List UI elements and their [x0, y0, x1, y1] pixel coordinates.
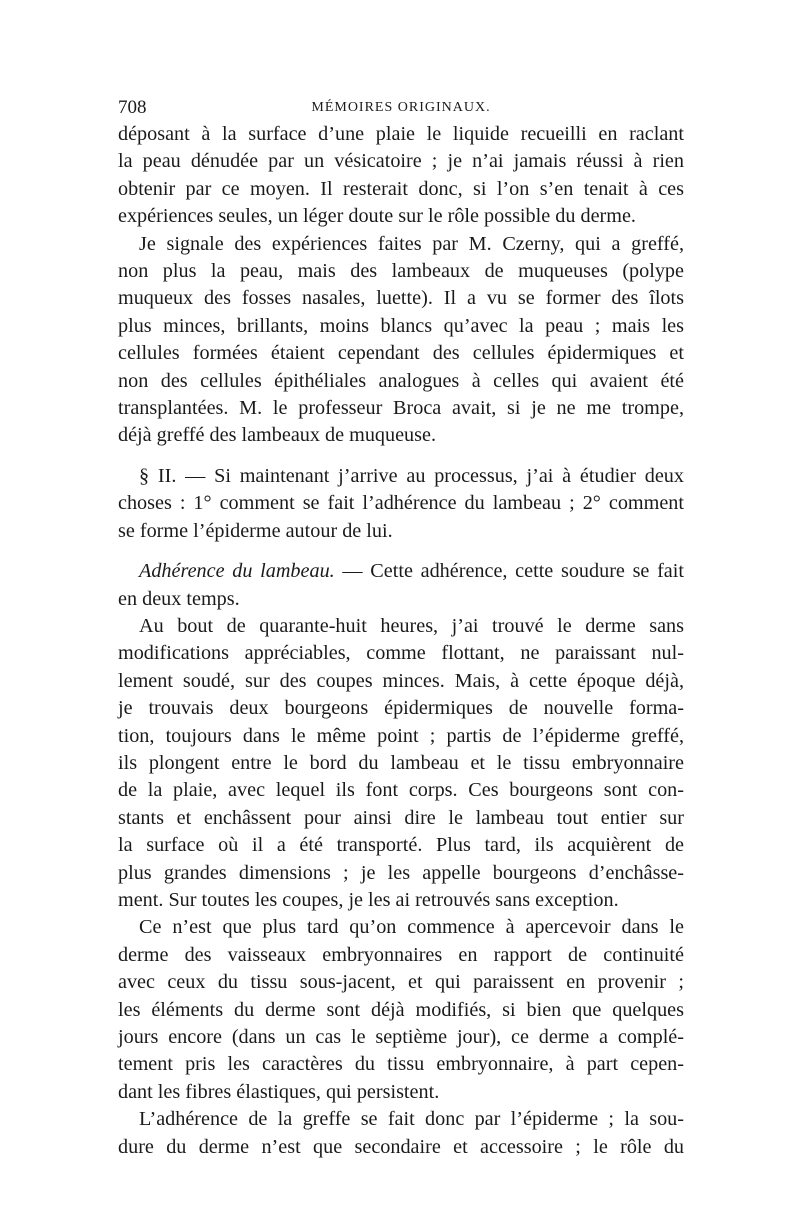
- subsection-text: — Cette adhérence, cette soudure se fait: [334, 560, 684, 583]
- text-line: dant les fibres élastiques, qui persistent.: [118, 1080, 440, 1103]
- text-line: lement soudé, sur des coupes minces. Mais, à cette époque déjà,: [118, 669, 684, 692]
- text-line: en deux temps.: [118, 587, 240, 610]
- text-line: jours encore (dans un cas le septième jour), ce derme a complé-: [118, 1026, 684, 1048]
- text-line: de la plaie, avec lequel ils font corps. Ces bourgeons sont con-: [118, 779, 684, 802]
- text-line: plus minces, brillants, moins blancs qu’avec la peau ; mais les: [118, 314, 684, 337]
- text-line: non plus la peau, mais des lambeaux de muqueuses (polype: [118, 260, 684, 283]
- text-line: plus grandes dimensions ; je les appelle bourgeons d’enchâsse-: [118, 861, 684, 884]
- text-line: je trouvais deux bourgeons épidermiques de nouvelle forma-: [118, 697, 684, 720]
- text-line: stants et enchâssent pour ainsi dire le lambeau tout entier sur: [118, 806, 684, 829]
- subsection-title: Adhérence du lambeau.: [139, 560, 335, 583]
- text-line: L’adhérence de la greffe se fait donc par l’épiderme ; la sou-: [139, 1108, 684, 1131]
- running-head-title: MÉMOIRES ORIGINAUX.: [311, 100, 491, 115]
- text-line: avec ceux du tissu sous-jacent, et qui paraissent en provenir ;: [118, 971, 684, 994]
- text-line: se forme l’épiderme autour de lui.: [118, 519, 393, 542]
- text-line: les éléments du derme sont déjà modifiés, si bien que quelques: [118, 998, 684, 1021]
- body-text: [118, 121, 684, 1161]
- subsection-line: [118, 558, 684, 585]
- text-line: expériences seules, un léger doute sur le rôle possible du derme.: [118, 205, 636, 228]
- text-line: cellules formées étaient cependant des cellules épidermiques et: [118, 342, 684, 365]
- section-heading-line: § II. — Si maintenant j’arrive au processus, j’ai à étudier deux: [139, 464, 684, 487]
- text-line: obtenir par ce moyen. Il resterait donc, si l’on s’en tenait à ces: [118, 177, 684, 200]
- book-page: [118, 95, 684, 1161]
- running-head: [118, 95, 684, 121]
- text-line: derme des vaisseaux embryonnaires en rapport de continuité: [118, 943, 684, 966]
- text-line: transplantées. M. le professeur Broca avait, si je ne me trompe,: [118, 397, 684, 420]
- page-number: 708: [118, 97, 147, 118]
- text-line: non des cellules épithéliales analogues à celles qui avaient été: [118, 369, 684, 392]
- text-line: ment. Sur toutes les coupes, je les ai retrouvés sans exception.: [118, 888, 619, 911]
- text-line: déjà greffé des lambeaux de muqueuse.: [118, 424, 437, 447]
- text-line: Ce n’est que plus tard qu’on commence à apercevoir dans le: [139, 916, 684, 939]
- text-line: Au bout de quarante-huit heures, j’ai trouvé le derme sans: [139, 614, 684, 637]
- text-line: la peau dénudée par un vésicatoire ; je n’ai jamais réussi à rien: [118, 150, 684, 173]
- text-line: la surface où il a été transporté. Plus tard, ils acquièrent de: [118, 834, 684, 857]
- text-line: tion, toujours dans le même point ; partis de l’épiderme greffé,: [118, 724, 684, 747]
- text-line: tement pris les caractères du tissu embryonnaire, à part cepen-: [118, 1053, 684, 1076]
- text-line: muqueux des fosses nasales, luette). Il a vu se former des îlots: [118, 287, 684, 310]
- text-line: ils plongent entre le bord du lambeau et le tissu embryonnaire: [118, 751, 684, 774]
- text-line: choses : 1° comment se fait l’adhérence du lambeau ; 2° comment: [118, 492, 684, 515]
- text-line: dure du derme n’est que secondaire et accessoire ; le rôle du: [118, 1135, 684, 1158]
- text-line: Je signale des expériences faites par M. Czerny, qui a greffé,: [139, 232, 684, 255]
- text-line: modifications appréciables, comme flottant, ne paraissant nul-: [118, 642, 684, 665]
- text-line: déposant à la surface d’une plaie le liquide recueilli en raclant: [118, 123, 684, 145]
